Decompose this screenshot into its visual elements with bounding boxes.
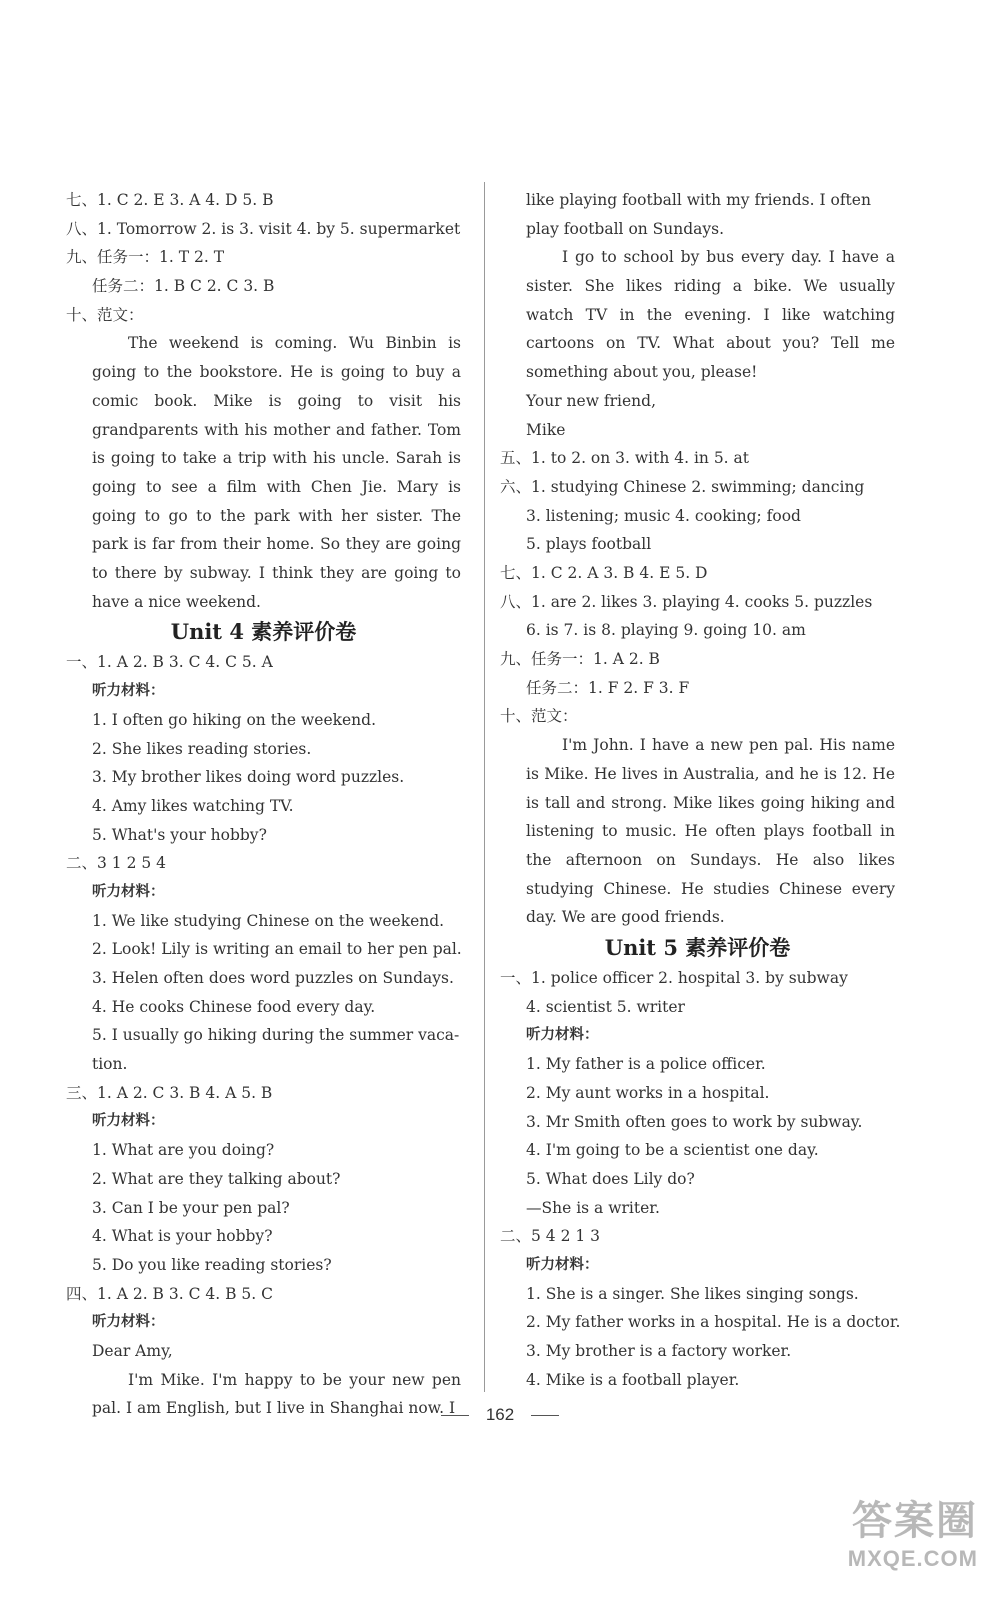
listening-material-label: 听力材料： [92, 883, 165, 900]
answer-line: 一、1. A 2. B 3. C 4. C 5. A [66, 653, 273, 672]
answer-line: 九、任务一：1. A 2. B [500, 650, 660, 669]
footer-dash-left [441, 1415, 469, 1416]
answer-line: 3. My brother is a factory worker. [526, 1342, 792, 1360]
answer-line: 任务二：1. B C 2. C 3. B [92, 277, 275, 296]
answer-line: 七、1. C 2. E 3. A 4. D 5. B [66, 191, 274, 209]
answer-line: like playing football with my friends. I often [526, 191, 871, 209]
left-column [66, 186, 461, 1423]
answer-line: 5. What's your hobby? [92, 825, 267, 844]
answer-line: 五、1. to 2. on 3. with 4. in 5. at [500, 449, 750, 468]
answer-line: 1. I often go hiking on the weekend. [92, 710, 377, 729]
answer-line: 2. Look! Lily is writing an email to her pen pal. [92, 940, 462, 959]
answer-line: 3. Helen often does word puzzles on Sundays. [92, 969, 454, 988]
answer-line: 3. Can I be your pen pal? [92, 1198, 290, 1217]
answer-line: 三、1. A 2. C 3. B 4. A 5. B [66, 1083, 273, 1102]
answer-line: Mike [526, 420, 566, 439]
page-number: 162 [485, 1405, 515, 1424]
listening-material-label: 听力材料： [92, 1113, 165, 1130]
answer-line: 3. listening; music 4. cooking; food [526, 506, 801, 525]
answer-line: 八、1. Tomorrow 2. is 3. visit 4. by 5. supermarket [66, 219, 461, 238]
answer-line: 4. What is your hobby? [92, 1227, 273, 1246]
listening-material-label: 听力材料： [526, 1027, 599, 1044]
listening-material-label: 听力材料： [92, 1314, 165, 1331]
paragraph: I go to school by bus every day. I have a sister. She likes riding a bike. We usually watch TV in the evening. I like watching cartoons on TV. What about you? Tell me something about you, please! [526, 248, 895, 382]
answer-line: 九、任务一：1. T 2. T [66, 248, 225, 267]
answer-line: 4. scientist 5. writer [526, 997, 685, 1016]
answer-line: 5. Do you like reading stories? [92, 1255, 332, 1274]
paragraph: I'm John. I have a new pen pal. His name is Mike. He lives in Australia, and he is 12. He is tall and strong. Mike likes going hiking and listening to music. He often plays football in the afternoon on Sundays. He also likes studying Chinese. He studies Chinese every day. We are good friends. [526, 736, 895, 927]
section-heading: Unit 4 素养评价卷 [170, 619, 357, 645]
page-footer [0, 1405, 1000, 1425]
answer-line: 2. What are they talking about? [92, 1169, 341, 1188]
answer-line: 3. Mr Smith often goes to work by subway. [526, 1112, 863, 1131]
answer-line: 3. My brother likes doing word puzzles. [92, 768, 405, 787]
answer-line: 5. I usually go hiking during the summer vaca- [92, 1026, 460, 1045]
answer-line: 1. What are you doing? [92, 1141, 275, 1160]
answer-line: 1. My father is a police officer. [526, 1055, 766, 1074]
answer-line: 1. She is a singer. She likes singing songs. [526, 1284, 859, 1303]
answer-line: 二、3 1 2 5 4 [66, 854, 167, 873]
answer-line: 七、1. C 2. A 3. B 4. E 5. D [500, 564, 708, 583]
column-divider [484, 182, 485, 1392]
answer-line: 1. We like studying Chinese on the weekend. [92, 911, 445, 930]
answer-line: 6. is 7. is 8. playing 9. going 10. am [526, 621, 806, 640]
answer-line: 4. I'm going to be a scientist one day. [526, 1141, 819, 1160]
answer-line: 2. My aunt works in a hospital. [526, 1083, 770, 1102]
answer-line: 八、1. are 2. likes 3. playing 4. cooks 5. puzzles [500, 592, 873, 611]
listening-material-label: 听力材料： [92, 683, 165, 700]
footer-dash-right [531, 1415, 559, 1416]
section-heading: Unit 5 素养评价卷 [604, 935, 791, 961]
watermark-logo: 答案圈 [852, 1499, 978, 1543]
answer-line: 十、范文： [500, 707, 578, 726]
answer-line: —She is a writer. [526, 1198, 660, 1217]
answer-line: 2. My father works in a hospital. He is a doctor. [526, 1313, 901, 1332]
listening-material-label: 听力材料： [526, 1256, 599, 1273]
right-column [500, 186, 901, 1394]
answer-line: 六、1. studying Chinese 2. swimming; dancing [500, 477, 865, 496]
answer-line: 一、1. police officer 2. hospital 3. by subway [500, 969, 848, 988]
watermark [848, 1489, 978, 1572]
answer-line: play football on Sundays. [526, 219, 725, 238]
answer-line: tion. [92, 1055, 128, 1074]
answer-line: Your new friend, [526, 391, 656, 410]
answer-line: 四、1. A 2. B 3. C 4. B 5. C [66, 1284, 273, 1303]
answer-line: 二、5 4 2 1 3 [500, 1227, 601, 1246]
answer-line: 4. He cooks Chinese food every day. [92, 997, 376, 1016]
paragraph: The weekend is coming. Wu Binbin is going to the bookstore. He is going to buy a comic book. Mike is going to visit his grandparents with his mother and father. Tom is going to take a trip with his uncle. Sarah is going to see a film with Chen Jie. Mary is going to go to the park with her sister. The park is far from their home. So they are going to there by subway. I think they are going to have a nice weekend. [92, 334, 461, 611]
answer-line: Dear Amy, [92, 1341, 173, 1360]
answer-line: 2. She likes reading stories. [92, 739, 312, 758]
answer-line: 4. Amy likes watching TV. [92, 796, 294, 815]
answer-line: 5. What does Lily do? [526, 1169, 695, 1188]
answer-line: 十、范文： [66, 305, 144, 324]
paragraph: I'm Mike. I'm happy to be your new pen pal. I am English, but I live in Shanghai now. I [92, 1370, 461, 1418]
watermark-url: MXQE.COM [847, 1546, 978, 1571]
answer-line: 5. plays football [526, 535, 652, 554]
answer-line: 4. Mike is a football player. [526, 1370, 740, 1389]
answer-line: 任务二：1. F 2. F 3. F [526, 678, 690, 697]
